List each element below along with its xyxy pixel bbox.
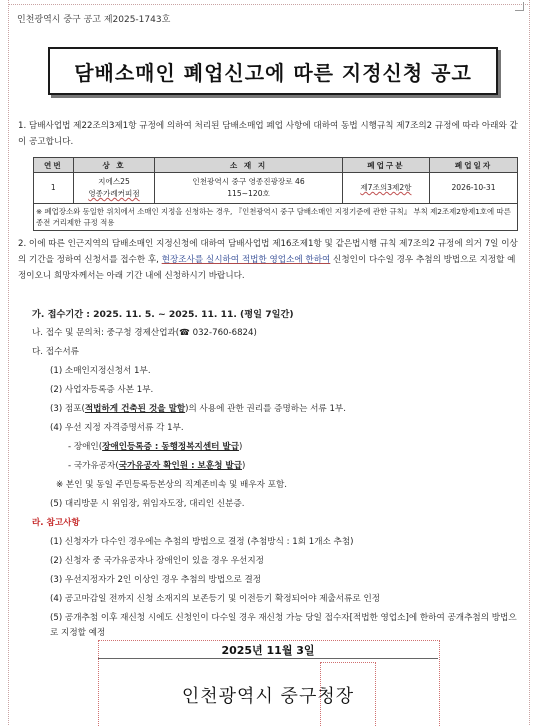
date-divider: [98, 658, 438, 659]
section-2-highlight: 현장조사를 실시하여 적법한 영업소에 한하여: [161, 255, 331, 265]
cell-name-line1: 지에스25: [98, 177, 130, 186]
header-no: 연번: [34, 158, 74, 173]
note-4: (4) 공고마감일 전까지 신청 소재지의 보존등기 및 이전등기 확정되어야 제출서류로 인정: [50, 594, 381, 604]
signer-name: 인천광역시 중구청장: [181, 686, 355, 707]
doc-3: [32, 400, 522, 419]
doc-4-disabled: [32, 438, 522, 457]
note-1: (1) 신청자가 다수인 경우에는 추첨의 방법으로 결정 (추첨방식 : 1회 1개소 추첨): [50, 537, 354, 547]
notice-title: 담배소매인 폐업신고에 따른 지정신청 공고: [48, 47, 498, 95]
doc-5: (5) 대리방문 시 위임장, 위임자도장, 대리인 신분증.: [50, 499, 245, 509]
table-header-row: [34, 158, 518, 173]
doc-4-note: ※ 본인 및 동일 주민등록등본상의 직계존비속 및 배우자 포함.: [56, 480, 288, 490]
section-1-text: 1. 담배사업법 제22조의3제1항 규정에 의하여 처리된 담배소매업 폐업 사항에 대하여 동법 시행규칙 제7조의2 규정에 따라 아래와 같이 공고합니다.: [18, 121, 518, 147]
page-margin-top: [8, 4, 530, 5]
notice-number: 인천광역시 중구 공고 제2025-1743호: [17, 15, 171, 25]
header-name: 상 호: [73, 158, 155, 173]
doc-4: (4) 우선 지정 자격증명서류 각 1부.: [50, 423, 184, 433]
section-2-text: [18, 236, 523, 284]
note-2: (2) 신청자 중 국가유공자나 장애인이 있을 경우 우선지정: [50, 556, 264, 566]
item-documents: 다. 접수서류: [32, 347, 79, 357]
cell-name-line2: 영종가례커피점: [88, 189, 140, 198]
page-margin-right: [529, 0, 530, 725]
doc-3-prefix: (3) 점포(: [50, 404, 85, 414]
doc-4a-suffix: ): [239, 442, 243, 452]
details-list: [32, 305, 522, 641]
doc-4a-bold: 장애인등록증 : 동행정복지센터 발급: [102, 442, 240, 452]
doc-4-veteran: [32, 457, 522, 476]
table-note: ※ 폐업장소와 동일한 위치에서 소매인 지정을 신청하는 경우, 『인천광역시 중구 담배소매인 지정기준에 관한 규칙』 부칙 제2조제2항제1호에 따른 종전 거리제한 규정 적용: [34, 204, 518, 231]
page-margin-left: [8, 0, 9, 725]
item-notes-heading: 라. 참고사항: [32, 518, 80, 528]
cell-address-line2: 115~120호: [227, 189, 270, 198]
section-2-text-a: 2. 이에 따른 인근지역의 담배소매인 지정신청에 대하여 담배사업법 제16조제1항 및 같은법시행 규칙 제7조의2 규정에 의거 7일 이상의 기간을 정하여 신청서를 접수한 후,: [18, 239, 518, 265]
notice-date: 2025년 11월 3일: [221, 644, 315, 657]
doc-3-suffix: )의 사용에 관한 권리를 증명하는 서류 1부.: [185, 404, 346, 414]
doc-4b-bold: 국가유공자 확인원 : 보훈청 발급: [118, 461, 243, 471]
closure-table: [33, 157, 518, 231]
note-3: (3) 우선지정자가 2인 이상인 경우 추첨의 방법으로 결정: [50, 575, 262, 585]
doc-4a-prefix: - 장애인(: [68, 442, 103, 452]
page-corner-mark: [515, 2, 524, 11]
doc-2: (2) 사업자등록증 사본 1부.: [50, 385, 154, 395]
item-contact: 나. 접수 및 문의처: 중구청 경제산업과(☎ 032-760-6824): [32, 328, 257, 338]
cell-address-line1: 인천광역시 중구 영종진광장로 46: [192, 177, 305, 186]
table-note-row: [34, 204, 518, 231]
header-date: 폐업일자: [430, 158, 518, 173]
cell-no: 1: [34, 173, 74, 204]
doc-1: (1) 소매인지정신청서 1부.: [50, 366, 151, 376]
doc-3-bold: 적법하게 건축된 것을 말함: [84, 404, 186, 414]
cell-type: 제7조의3제2항: [342, 173, 429, 204]
note-5: (5) 공개추첨 이후 재신청 시에도 신청인이 다수일 경우 재신청 가능 당일 접수자[적법한 영업소]에 한하여 공개추첨의 방법으로 지정할 예정: [50, 613, 517, 638]
header-address: 소 재 지: [155, 158, 343, 173]
doc-4b-prefix: - 국가유공자(: [68, 461, 119, 471]
cell-address: [155, 173, 343, 204]
table-row: [34, 173, 518, 204]
cell-name: [73, 173, 155, 204]
section-2-text-b: 신청인이 다수일 경우 추첨의 방법으로 지정할 예정이오니 희망자께서는 아래 기간 내에 신청하시기 바랍니다.: [18, 255, 516, 281]
doc-4b-suffix: ): [242, 461, 246, 471]
item-period: 가. 접수기간 : 2025. 11. 5. ~ 2025. 11. 11. (평일 7일간): [32, 309, 294, 320]
cell-date: 2026-10-31: [430, 173, 518, 204]
header-type: 폐업구분: [342, 158, 429, 173]
